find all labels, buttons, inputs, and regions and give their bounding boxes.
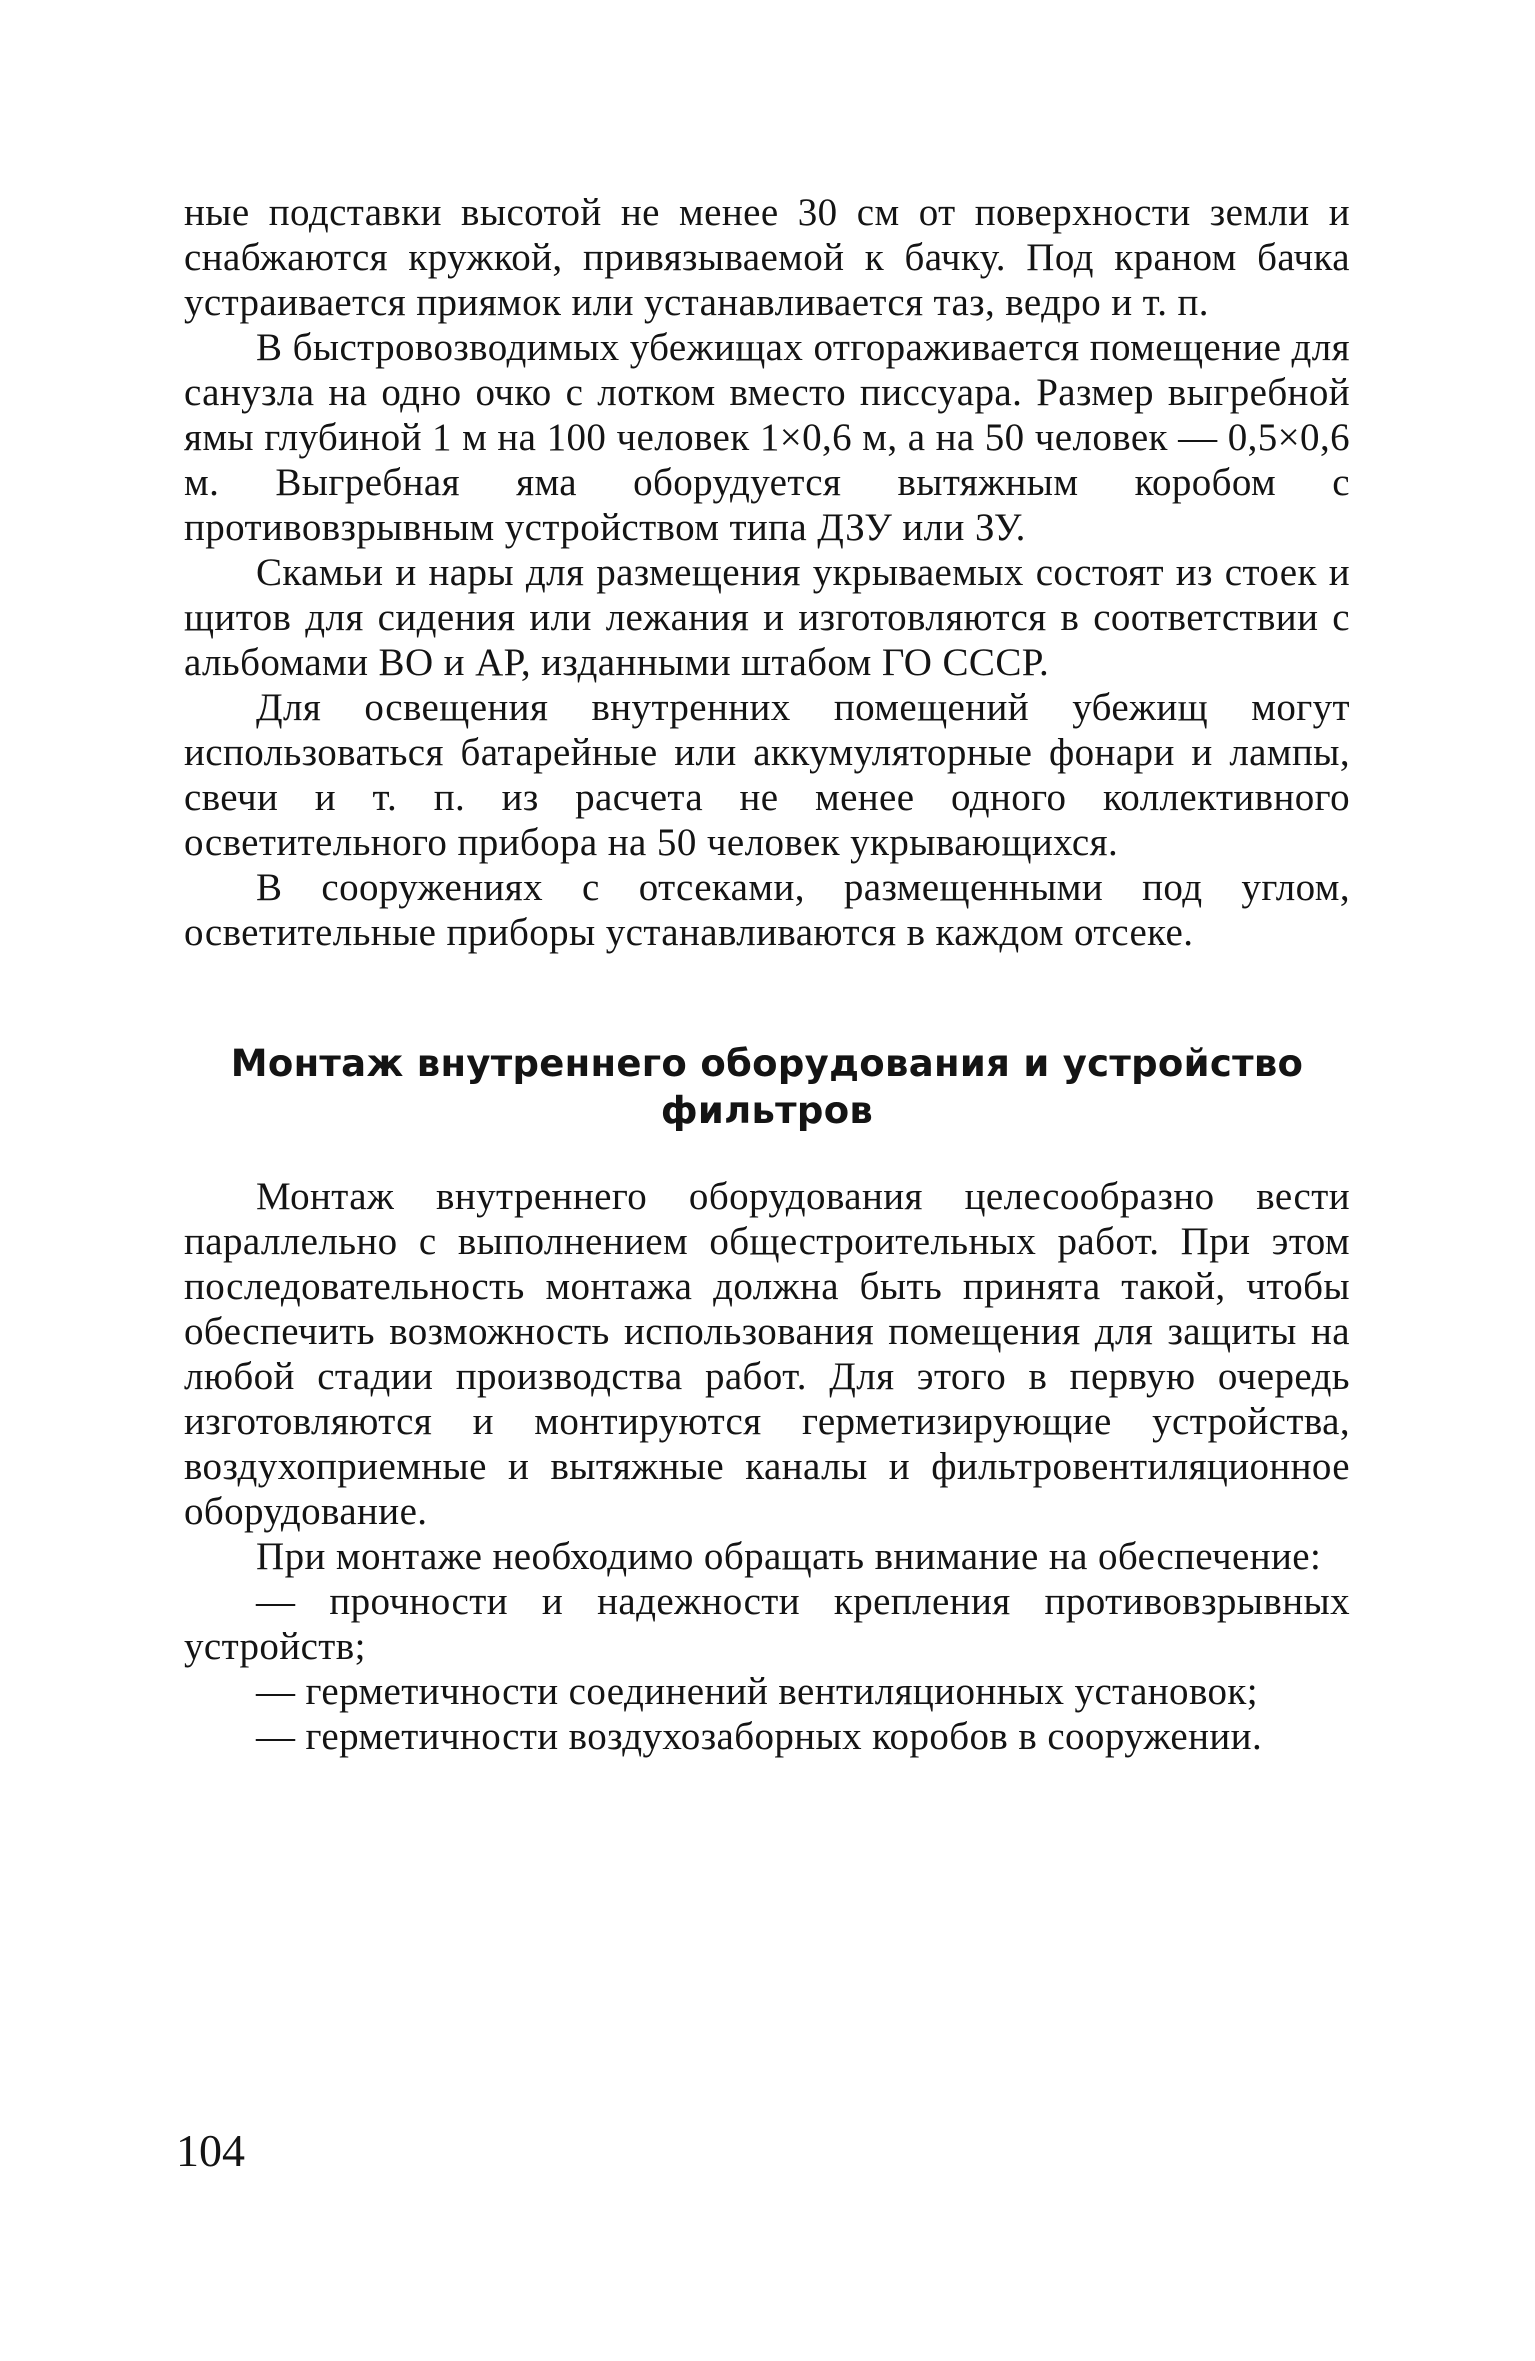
- list-item-air-intake: — герметичности воздухозаборных коробов в сооружении.: [256, 1715, 1263, 1758]
- list-item-blast-devices: — прочности и надежности крепления противовзрывных устройств;: [184, 1580, 1350, 1668]
- paragraph-lighting: Для освещения внутренних помещений убежищ могут использоваться батарейные или аккумуляторные фонари и лампы, свечи и т. п. из расчета не менее одного коллективного осветительного прибора на 50 человек укрывающихся.: [184, 686, 1350, 864]
- page-number: 104: [176, 2125, 245, 2176]
- paragraph-benches: Скамьи и нары для размещения укрываемых состоят из стоек и щитов для сидения или лежания и изготовляются в соответствии с альбомами ВО и АР, изданными штабом ГО СССР.: [184, 551, 1350, 684]
- heading-line-1: Монтаж внутреннего оборудования и устройство: [230, 1042, 1304, 1085]
- paragraph-compartments: В сооружениях с отсеками, размещенными под углом, осветительные приборы устанавливаются в каждом отсеке.: [184, 866, 1350, 954]
- paragraph-shelter-sanitary: В быстровозводимых убежищах отгораживается помещение для санузла на одно очко с лотком вместо писсуара. Размер выгребной ямы глубиной 1 м на 100 человек 1×0,6 м, а на 50 человек — 0,5×0,6 м. Выгребная яма оборудуется вытяжным коробом с противовзрывным устройством типа ДЗУ или ЗУ.: [184, 326, 1350, 549]
- list-item-ventilation: — герметичности соединений вентиляционных установок;: [256, 1670, 1258, 1713]
- heading-line-2: фильтров: [660, 1089, 874, 1132]
- paragraph-installation: Монтаж внутреннего оборудования целесообразно вести параллельно с выполнением общестроительных работ. При этом последовательность монтажа должна быть принята такой, чтобы обеспечить возможность использования помещения для защиты на любой стадии производства работ. Для этого в первую очередь изготовляются и монтируются герметизирующие устройства, воздухоприемные и вытяжные каналы и фильтровентиляционное оборудование.: [184, 1175, 1350, 1533]
- text-column: [184, 190, 1350, 1759]
- section-heading: [184, 1040, 1350, 1134]
- paragraph-continuation: ные подставки высотой не менее 30 см от поверхности земли и снабжаются кружкой, привязываемой к бачку. Под краном бачка устраивается приямок или устанавливается таз, ведро и т. п.: [184, 191, 1350, 324]
- paragraph-attention: При монтаже необходимо обращать внимание на обеспечение:: [256, 1535, 1322, 1578]
